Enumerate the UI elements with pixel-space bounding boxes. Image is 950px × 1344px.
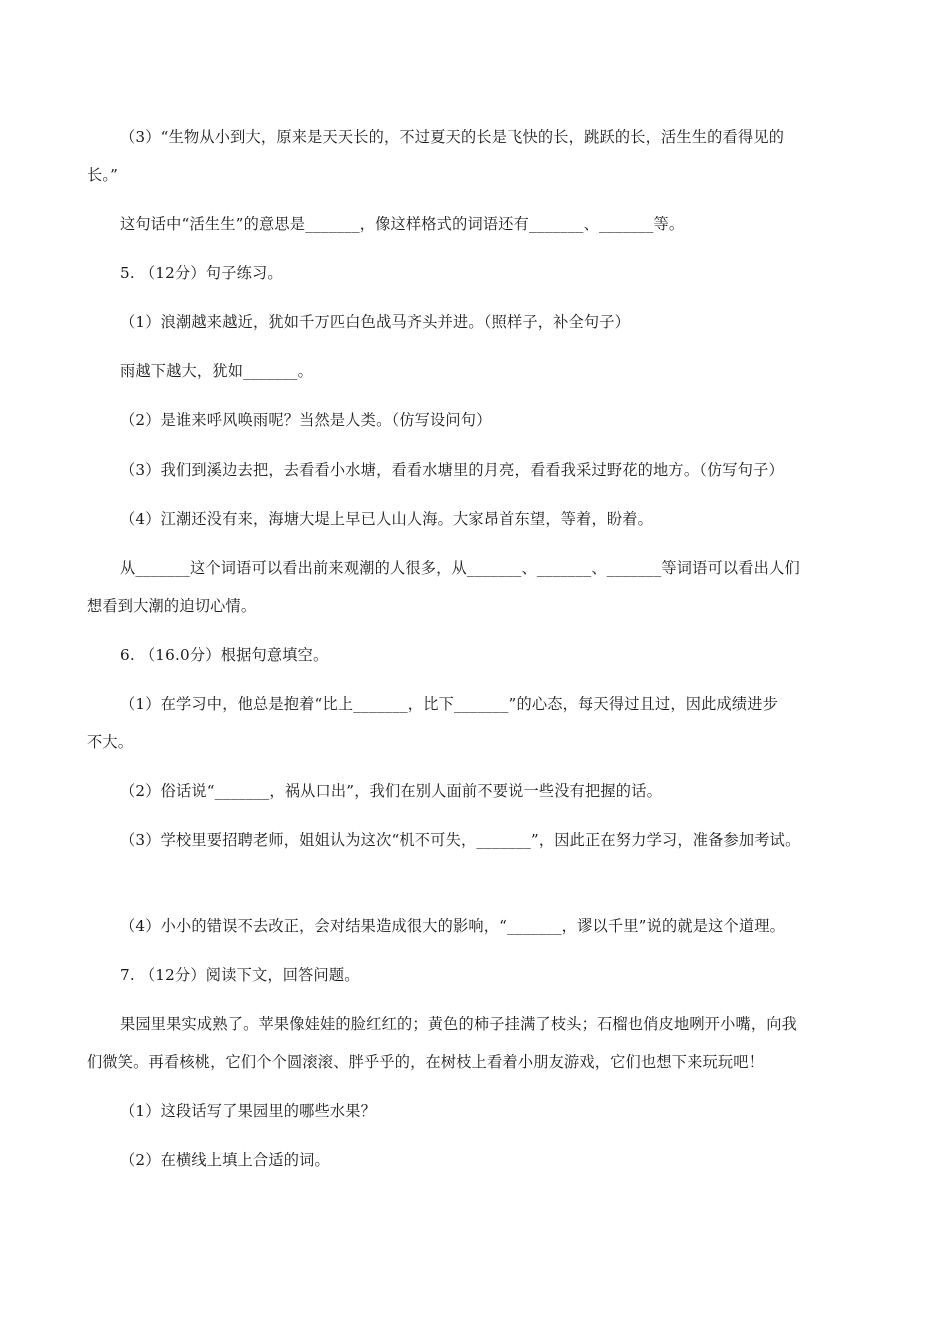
q7-passage: 果园里果实成熟了。苹果像娃娃的脸红红的；黄色的柿子挂满了枝头；石榴也俏皮地咧开小嘴，向我 xyxy=(120,1015,798,1033)
q6-sub1: （1）在学习中，他总是抱着“比上_______，比下_______”的心态，每天得过且过，因此成绩进步 xyxy=(120,695,779,713)
q4-sub3-question: 这句话中“活生生”的意思是_______，像这样格式的词语还有_______、_______等。 xyxy=(120,215,685,233)
q5-heading: 5. （12分）句子练习。 xyxy=(120,264,283,282)
q5-sub3: （3）我们到溪边去把，去看看小水塘，看看水塘里的月亮，看看我采过野花的地方。（仿写句子） xyxy=(120,461,784,479)
q7-sub1: （1）这段话写了果园里的哪些水果？ xyxy=(120,1102,377,1120)
q5-sub2: （2）是谁来呼风唤雨呢？当然是人类。（仿写设问句） xyxy=(120,411,492,429)
q7-sub2: （2）在横线上填上合适的词。 xyxy=(120,1151,330,1169)
q4-sub3-quote-cont: 长。” xyxy=(87,166,119,184)
q5-sub4-question-cont: 想看到大潮的迫切心情。 xyxy=(87,597,257,615)
q6-sub3: （3）学校里要招聘老师，姐姐认为这次“机不可失，_______”，因此正在努力学习，准备参加考试。 xyxy=(120,831,801,849)
q5-sub4: （4）江潮还没有来，海塘大堤上早已人山人海。大家昂首东望，等着，盼着。 xyxy=(120,510,654,528)
q7-passage-cont: 们微笑。再看核桃，它们个个圆滚滚、胖乎乎的，在树枝上看着小朋友游戏，它们也想下来玩玩吧！ xyxy=(87,1053,765,1071)
q6-sub4: （4）小小的错误不去改正，会对结果造成很大的影响，“_______，谬以千里”说的就是这个道理。 xyxy=(120,917,786,935)
q5-sub1: （1）浪潮越来越近，犹如千万匹白色战马齐头并进。（照样子，补全句子） xyxy=(120,313,631,331)
q6-sub1-cont: 不大。 xyxy=(87,733,134,751)
q5-sub4-question: 从_______这个词语可以看出前来观潮的人很多，从_______、_______、_______等词语可以看出人们 xyxy=(120,559,800,577)
q6-sub2: （2）俗话说“_______，祸从口出”，我们在别人面前不要说一些没有把握的话。 xyxy=(120,782,662,800)
q5-sub1-answer: 雨越下越大，犹如_______。 xyxy=(120,362,314,380)
q7-heading: 7. （12分）阅读下文，回答问题。 xyxy=(120,966,360,984)
q6-heading: 6. （16.0分）根据句意填空。 xyxy=(120,646,329,664)
q4-sub3-quote: （3）“生物从小到大，原来是天天长的，不过夏天的长是飞快的长，跳跃的长，活生生的看得见的 xyxy=(120,128,785,146)
